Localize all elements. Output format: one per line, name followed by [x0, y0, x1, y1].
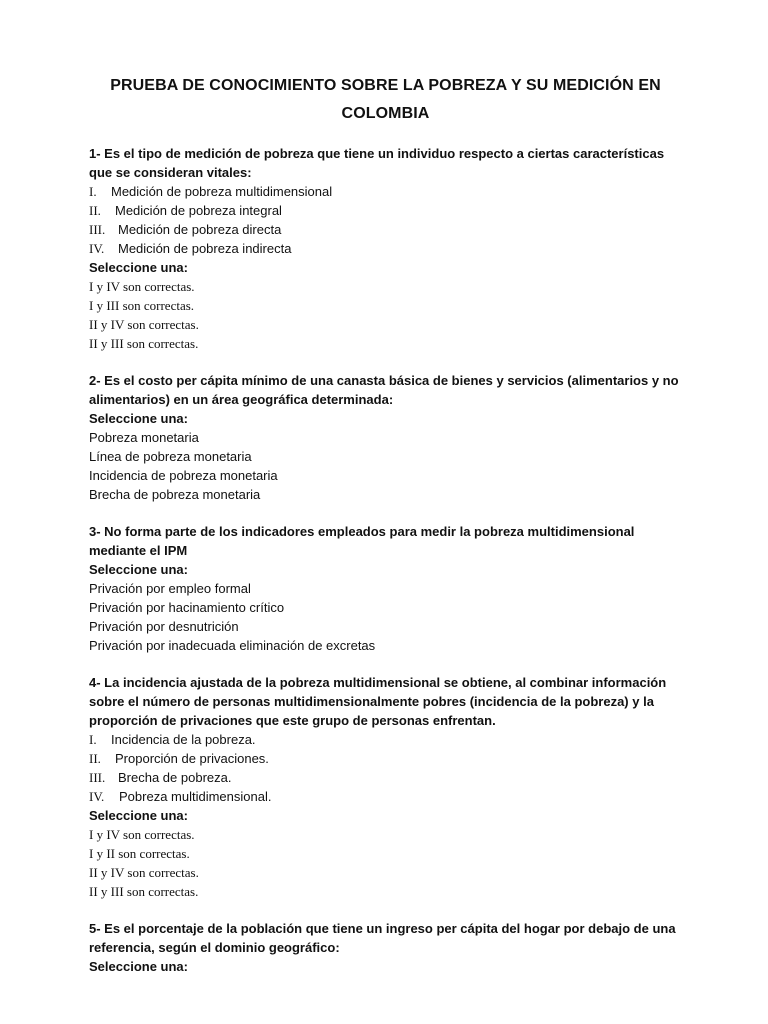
question-1-text: 1- Es el tipo de medición de pobreza que tiene un individuo respecto a ciertas características que se consideran vitales: [89, 146, 665, 180]
item-text: Medición de pobreza directa [118, 222, 282, 237]
question-4-option-2[interactable]: I y II son correctas. [89, 846, 190, 861]
question-4-option-1[interactable]: I y IV son correctas. [89, 827, 195, 842]
item-text: Pobreza multidimensional. [119, 789, 272, 804]
item-text: Medición de pobreza indirecta [118, 241, 292, 256]
item-text: Proporción de privaciones. [115, 751, 269, 766]
question-3-option-2[interactable]: Privación por hacinamiento crítico [89, 600, 285, 615]
question-5 [89, 919, 682, 976]
question-1-option-2[interactable]: I y III son correctas. [89, 298, 195, 313]
item-text: Medición de pobreza multidimensional [111, 184, 333, 199]
question-4-option-3[interactable]: II y IV son correctas. [89, 865, 199, 880]
question-3-select-label: Seleccione una: [89, 562, 188, 577]
item-numeral: III. [89, 222, 106, 237]
question-1-item-3 [89, 220, 682, 239]
question-1 [89, 144, 682, 353]
title-line-1: PRUEBA DE CONOCIMIENTO SOBRE LA POBREZA Y SU MEDICIÓN EN [110, 77, 661, 94]
item-numeral: I. [89, 732, 97, 747]
question-4-option-4[interactable]: II y III son correctas. [89, 884, 199, 899]
question-5-text: 5- Es el porcentaje de la población que tiene un ingreso per cápita del hogar por debajo de una referencia, según el dominio geográfico: [89, 921, 676, 955]
item-text: Brecha de pobreza. [118, 770, 232, 785]
document-title [89, 72, 682, 128]
item-numeral: III. [89, 770, 106, 785]
question-1-select-label: Seleccione una: [89, 260, 188, 275]
question-3-option-4[interactable]: Privación por inadecuada eliminación de excretas [89, 638, 376, 653]
question-4 [89, 673, 682, 901]
question-3-option-1[interactable]: Privación por empleo formal [89, 581, 251, 596]
question-2-select-label: Seleccione una: [89, 411, 188, 426]
question-5-select-label: Seleccione una: [89, 959, 188, 974]
question-1-item-4 [89, 239, 682, 258]
item-text: Medición de pobreza integral [115, 203, 282, 218]
item-numeral: II. [89, 751, 101, 766]
question-2-text: 2- Es el costo per cápita mínimo de una canasta básica de bienes y servicios (alimentarios y no alimentarios) en un área geográfica determinada: [89, 373, 679, 407]
question-2 [89, 371, 682, 504]
item-numeral: I. [89, 184, 97, 199]
question-1-item-2 [89, 201, 682, 220]
question-3-text: 3- No forma parte de los indicadores empleados para medir la pobreza multidimensional mediante el IPM [89, 524, 635, 558]
question-4-text: 4- La incidencia ajustada de la pobreza multidimensional se obtiene, al combinar información sobre el número de personas multidimensionalmente pobres (incidencia de la pobreza) y la proporción de privaciones que este grupo de personas enfrentan. [89, 675, 667, 728]
question-4-item-2 [89, 749, 682, 768]
question-2-option-4[interactable]: Brecha de pobreza monetaria [89, 487, 261, 502]
question-2-option-2[interactable]: Línea de pobreza monetaria [89, 449, 252, 464]
title-line-2: COLOMBIA [341, 105, 430, 122]
question-3-option-3[interactable]: Privación por desnutrición [89, 619, 239, 634]
question-4-select-label: Seleccione una: [89, 808, 188, 823]
question-1-option-1[interactable]: I y IV son correctas. [89, 279, 195, 294]
question-3 [89, 522, 682, 655]
question-4-item-3 [89, 768, 682, 787]
item-numeral: IV. [89, 789, 105, 804]
question-1-item-1 [89, 182, 682, 201]
question-1-option-3[interactable]: II y IV son correctas. [89, 317, 199, 332]
question-2-option-1[interactable]: Pobreza monetaria [89, 430, 199, 445]
item-numeral: IV. [89, 241, 105, 256]
question-1-option-4[interactable]: II y III son correctas. [89, 336, 199, 351]
item-text: Incidencia de la pobreza. [111, 732, 256, 747]
question-2-option-3[interactable]: Incidencia de pobreza monetaria [89, 468, 278, 483]
question-4-item-4 [89, 787, 682, 806]
question-4-item-1 [89, 730, 682, 749]
item-numeral: II. [89, 203, 101, 218]
